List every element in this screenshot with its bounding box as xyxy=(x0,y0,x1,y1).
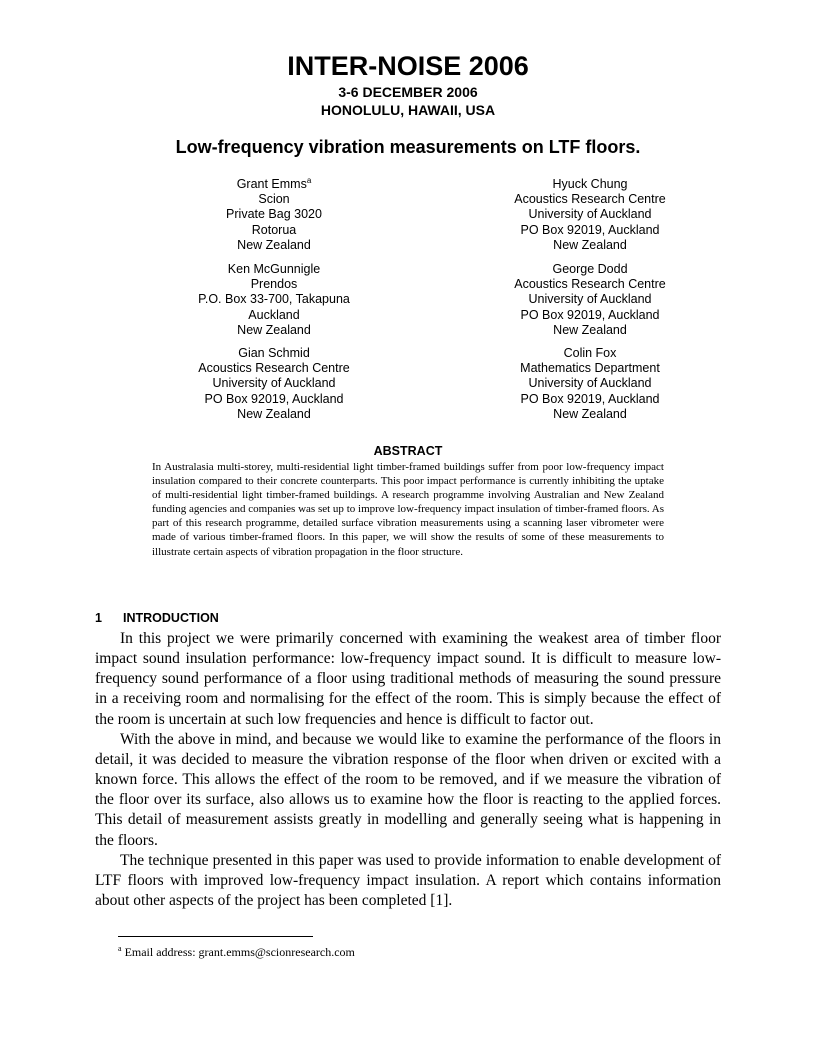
author-block-mcgunnigle xyxy=(154,262,394,338)
author-affiliation-line: New Zealand xyxy=(237,406,311,421)
author-affiliation-line: PO Box 92019, Auckland xyxy=(204,391,344,406)
section-title: INTRODUCTION xyxy=(123,611,219,625)
author-affiliation-line: Rotorua xyxy=(251,222,297,237)
section-number: 1 xyxy=(95,611,102,625)
author-affiliation-line: University of Auckland xyxy=(528,292,652,307)
footnote xyxy=(118,945,355,959)
author-affiliation-line: New Zealand xyxy=(553,237,627,252)
author-name: Ken McGunnigle xyxy=(227,262,321,276)
body-paragraph: The technique presented in this paper was used to provide information to enable development of LTF floors with improved low-frequency impact insulation. A report which contains information about other aspects of the project has been completed [1]. xyxy=(95,851,721,910)
author-affiliation-line: P.O. Box 33-700, Takapuna xyxy=(198,292,350,307)
introduction-body xyxy=(95,629,721,911)
author-affiliation-line: University of Auckland xyxy=(528,207,652,222)
author-block-emms xyxy=(154,177,394,253)
author-affiliation-line: PO Box 92019, Auckland xyxy=(520,391,660,406)
author-affiliation-line: Acoustics Research Centre xyxy=(514,192,666,207)
author-name: George Dodd xyxy=(552,262,628,276)
author-affiliation-line: New Zealand xyxy=(237,322,311,337)
author-footnote-marker: a xyxy=(306,175,312,185)
conference-date: 3-6 DECEMBER 2006 xyxy=(338,84,478,100)
author-name: Grant Emms xyxy=(236,177,307,191)
author-affiliation-line: Acoustics Research Centre xyxy=(198,361,350,376)
footnote-text: Email address: grant.emms@scionresearch.com xyxy=(124,945,355,959)
author-affiliation-line: Private Bag 3020 xyxy=(226,207,322,222)
abstract-text: In Australasia multi-storey, multi-residential light timber-framed buildings suffer from poor low-frequency impact insulation compared to their concrete counterparts. This poor impact performance is currently inhibiting the uptake of multi-residential light timber-framed buildings. A research programme involving Australian and New Zealand funding agencies and companies was set up to improve low-frequency impact insulation of timber-framed floors. As part of this research programme, detailed surface vibration measurements using a scanning laser vibrometer were made of various timber-framed floors. In this paper, we will show the results of some of these measurements to illustrate certain aspects of vibration propagation in the floor structure. xyxy=(152,461,664,558)
author-affiliation-line: Auckland xyxy=(248,307,300,322)
section-heading-introduction xyxy=(95,611,219,626)
author-affiliation-line: New Zealand xyxy=(553,322,627,337)
paper-title: Low-frequency vibration measurements on LTF floors. xyxy=(175,137,641,157)
author-affiliation-line: New Zealand xyxy=(553,406,627,421)
body-paragraph: In this project we were primarily concerned with examining the weakest area of timber floor impact sound insulation performance: low-frequency impact sound. It is difficult to measure low-frequency sound performance of a floor using traditional methods of measuring the sound pressure in a receiving room and normalising for the effect of the room. This is simply because the effect of the room is uncertain at such low frequencies and hence is difficult to factor out. xyxy=(95,630,721,728)
author-affiliation-line: Scion xyxy=(258,192,290,207)
author-affiliation-line: University of Auckland xyxy=(212,376,336,391)
author-affiliation-line: Acoustics Research Centre xyxy=(514,277,666,292)
body-paragraph: With the above in mind, and because we would like to examine the performance of the floors in detail, it was decided to measure the vibration response of the floor when driven or excited with a known force. This allows the effect of the room to be removed, and if we measure the vibration of the floor over its surface, also allows us to examine how the floor is reacting to the applied forces. This detail of measurement assists greatly in modelling and generally seeing what is happening in the floors. xyxy=(95,730,721,849)
footnote-marker: a xyxy=(118,944,122,953)
author-block-schmid xyxy=(154,346,394,422)
footnote-divider xyxy=(118,936,313,937)
author-name: Colin Fox xyxy=(563,346,617,360)
author-affiliation-line: Prendos xyxy=(250,277,298,292)
author-affiliation-line: PO Box 92019, Auckland xyxy=(520,222,660,237)
author-block-dodd xyxy=(470,262,710,338)
abstract-heading: ABSTRACT xyxy=(373,444,443,458)
author-affiliation-line: Mathematics Department xyxy=(520,361,660,376)
conference-location: HONOLULU, HAWAII, USA xyxy=(320,102,496,118)
author-block-chung xyxy=(470,177,710,253)
conference-title: INTER-NOISE 2006 xyxy=(287,51,529,81)
author-name: Gian Schmid xyxy=(238,346,310,360)
author-block-fox xyxy=(470,346,710,422)
author-affiliation-line: PO Box 92019, Auckland xyxy=(520,307,660,322)
author-affiliation-line: University of Auckland xyxy=(528,376,652,391)
author-name: Hyuck Chung xyxy=(552,177,628,191)
author-affiliation-line: New Zealand xyxy=(237,237,311,252)
